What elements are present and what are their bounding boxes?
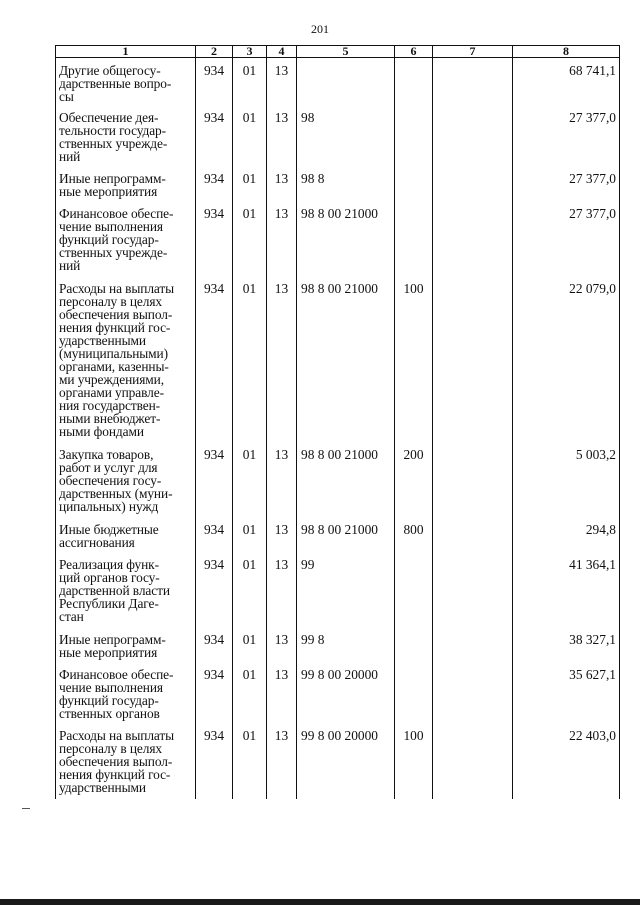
target-article: 98 8 00 21000 (297, 443, 395, 518)
column-header: 5 (297, 46, 395, 58)
table-row (56, 443, 620, 518)
table-row (56, 518, 620, 553)
ministry-code: 934 (196, 202, 233, 277)
section-code: 01 (233, 553, 267, 628)
subsection-code: 13 (267, 553, 297, 628)
column-seven (433, 58, 513, 106)
column-seven (433, 724, 513, 799)
item-name: Финансовое обеспе- чение выполнения функций государ- ственных органов (56, 663, 196, 724)
item-name: Иные непрограмм- ные мероприятия (56, 167, 196, 202)
item-name: Иные непрограмм- ные мероприятия (56, 628, 196, 663)
section-code: 01 (233, 202, 267, 277)
subsection-code: 13 (267, 663, 297, 724)
subsection-code: 13 (267, 202, 297, 277)
ministry-code: 934 (196, 58, 233, 106)
item-name: Иные бюджетные ассигнования (56, 518, 196, 553)
table-body (56, 58, 620, 799)
section-code: 01 (233, 106, 267, 167)
ministry-code: 934 (196, 518, 233, 553)
expense-type (395, 202, 433, 277)
item-name: Реализация функ- ций органов госу- дарственной власти Республики Даге- стан (56, 553, 196, 628)
scan-bottom-edge (0, 899, 640, 905)
ministry-code: 934 (196, 106, 233, 167)
ministry-code: 934 (196, 167, 233, 202)
expense-type (395, 106, 433, 167)
column-seven (433, 202, 513, 277)
table-row (56, 202, 620, 277)
target-article: 99 (297, 553, 395, 628)
amount: 68 741,1 (513, 58, 620, 106)
expense-type (395, 58, 433, 106)
amount: 22 079,0 (513, 277, 620, 443)
column-header: 2 (196, 46, 233, 58)
table-row (56, 553, 620, 628)
table-row (56, 628, 620, 663)
table-row (56, 724, 620, 799)
target-article (297, 58, 395, 106)
ministry-code: 934 (196, 443, 233, 518)
section-code: 01 (233, 663, 267, 724)
section-code: 01 (233, 167, 267, 202)
amount: 27 377,0 (513, 167, 620, 202)
expense-type: 100 (395, 724, 433, 799)
section-code: 01 (233, 277, 267, 443)
table-row (56, 106, 620, 167)
column-seven (433, 628, 513, 663)
ministry-code: 934 (196, 663, 233, 724)
table-row (56, 58, 620, 106)
header-row (56, 46, 620, 58)
item-name: Закупка товаров, работ и услуг для обеспечения госу- дарственных (муни- ципальных) нужд (56, 443, 196, 518)
column-seven (433, 553, 513, 628)
target-article: 99 8 00 20000 (297, 724, 395, 799)
section-code: 01 (233, 443, 267, 518)
target-article: 99 8 (297, 628, 395, 663)
column-seven (433, 277, 513, 443)
expense-type (395, 663, 433, 724)
column-header: 8 (513, 46, 620, 58)
ministry-code: 934 (196, 553, 233, 628)
column-header: 7 (433, 46, 513, 58)
table-row (56, 167, 620, 202)
subsection-code: 13 (267, 167, 297, 202)
table-row (56, 277, 620, 443)
section-code: 01 (233, 518, 267, 553)
item-name: Обеспечение дея- тельности государ- ственных учрежде- ний (56, 106, 196, 167)
section-code: 01 (233, 724, 267, 799)
item-name: Расходы на выплаты персоналу в целях обеспечения выпол- нения функций гос- ударственными (муниципальными) органами, казенны- ми учреждениями, органами управле- ния государствен- ными внебюджет- ными фондами (56, 277, 196, 443)
section-code: 01 (233, 58, 267, 106)
ministry-code: 934 (196, 628, 233, 663)
column-header: 6 (395, 46, 433, 58)
column-header: 1 (56, 46, 196, 58)
item-name: Расходы на выплаты персоналу в целях обеспечения выпол- нения функций гос- ударственными (56, 724, 196, 799)
subsection-code: 13 (267, 58, 297, 106)
item-name: Другие общегосу- дарственные вопро- сы (56, 58, 196, 106)
column-seven (433, 443, 513, 518)
column-header: 4 (267, 46, 297, 58)
margin-mark (22, 808, 30, 809)
target-article: 98 8 00 21000 (297, 518, 395, 553)
amount: 294,8 (513, 518, 620, 553)
target-article: 98 (297, 106, 395, 167)
amount: 41 364,1 (513, 553, 620, 628)
amount: 5 003,2 (513, 443, 620, 518)
expense-type (395, 167, 433, 202)
column-seven (433, 106, 513, 167)
item-name: Финансовое обеспе- чение выполнения функций государ- ственных учрежде- ний (56, 202, 196, 277)
expense-type: 800 (395, 518, 433, 553)
table-row (56, 663, 620, 724)
expense-type: 100 (395, 277, 433, 443)
budget-table (55, 45, 620, 799)
amount: 27 377,0 (513, 202, 620, 277)
column-seven (433, 663, 513, 724)
column-seven (433, 518, 513, 553)
target-article: 98 8 00 21000 (297, 202, 395, 277)
amount: 22 403,0 (513, 724, 620, 799)
subsection-code: 13 (267, 443, 297, 518)
amount: 38 327,1 (513, 628, 620, 663)
section-code: 01 (233, 628, 267, 663)
ministry-code: 934 (196, 277, 233, 443)
target-article: 98 8 00 21000 (297, 277, 395, 443)
subsection-code: 13 (267, 106, 297, 167)
column-seven (433, 167, 513, 202)
amount: 27 377,0 (513, 106, 620, 167)
column-header: 3 (233, 46, 267, 58)
expense-type (395, 553, 433, 628)
expense-type: 200 (395, 443, 433, 518)
subsection-code: 13 (267, 628, 297, 663)
amount: 35 627,1 (513, 663, 620, 724)
page-number: 201 (311, 22, 329, 36)
subsection-code: 13 (267, 277, 297, 443)
subsection-code: 13 (267, 724, 297, 799)
expense-type (395, 628, 433, 663)
ministry-code: 934 (196, 724, 233, 799)
target-article: 99 8 00 20000 (297, 663, 395, 724)
target-article: 98 8 (297, 167, 395, 202)
subsection-code: 13 (267, 518, 297, 553)
